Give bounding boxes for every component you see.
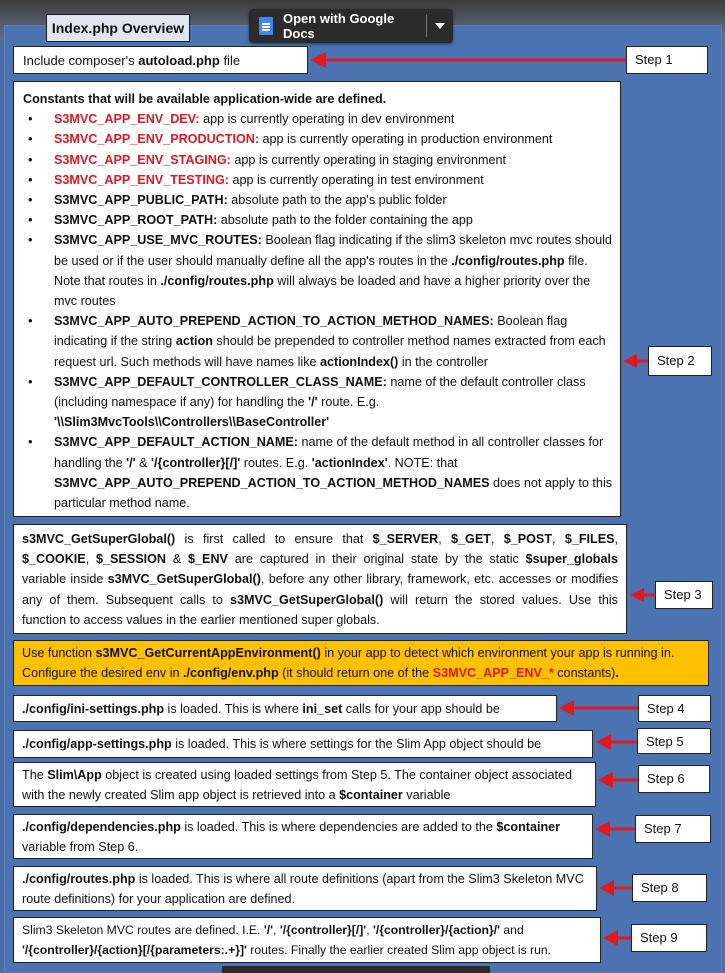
keyword: $_POST [503,532,553,546]
step-label-9: Step 9 [631,924,707,952]
red-arrow-icon [599,880,632,896]
constant-name: S3MVC_APP_ENV_PRODUCTION: [54,132,260,147]
keyword: '/{controller}/{action}[/{parameters:.+}]' [22,943,247,958]
file-path: ./config/routes.php [160,273,274,288]
constant-desc: name of the default controller class (including namespace if any) for handling the [54,374,586,410]
constant-desc: file. Note that routes in [54,253,588,288]
step3-text: & [166,552,189,567]
step9-text: Slim3 Skeleton MVC routes are defined. I.E. [22,923,264,937]
keyword: $_SERVER [372,532,439,546]
keyword: ./config/env.php [183,666,279,681]
keyword: '/' [263,923,274,937]
keyword: actionIndex() [320,354,399,369]
step3-text: will return the stored values. Use this function to access values in the earlier mentioned super globals. [22,592,618,627]
step7-text: variable from Step 6. [22,840,139,855]
step7-text: is loaded. This is where dependencies are added to the [180,820,497,834]
step1-text: Include composer's [23,53,139,68]
constant-name: S3MVC_APP_ENV_STAGING: [54,152,231,167]
keyword: s3MVC_GetSuperGlobal() [107,572,261,587]
constant-desc: does not apply to this particular method name. [54,475,613,511]
keyword: $container [339,788,403,803]
step9-text: , [366,923,373,937]
open-with-label: Open with Google Docs [283,11,395,41]
keyword: $_ENV [188,552,228,567]
viewer-bottom-bar [222,966,490,973]
step3-text: , [614,532,619,546]
keyword: s3MVC_GetCurrentAppEnvironment() [95,646,321,660]
step9-text: and [500,923,524,937]
constant-name: S3MVC_APP_ENV_TESTING: [54,172,229,187]
step1-text-end: file [219,53,241,68]
keyword: $super_globals [525,552,618,567]
file-path: ./config/routes.php [22,872,136,886]
keyword: s3MVC_GetSuperGlobal() [22,532,176,546]
step3-text: is first called to ensure that [175,532,373,546]
step3-text: , [438,532,452,546]
constant-desc: Boolean flag indicating if the string [54,314,568,349]
step-label-6: Step 6 [638,765,710,793]
step9-text: routes. Finally the earlier created Slim app object is run. [246,943,552,958]
step-label-3: Step 3 [655,581,713,609]
constant-desc: Boolean flag indicating if the slim3 skeleton mvc routes should be used or if the user should manually define all the app's routes in the [54,233,612,268]
keyword: $_SESSION [96,552,167,567]
step-label-4: Step 4 [638,695,711,722]
keyword: '/{controller}[/]' [279,923,367,937]
constant-desc: & [135,455,152,470]
keyword: $_FILES [564,532,615,546]
step-label-7: Step 7 [635,815,711,843]
red-arrow-icon [559,700,638,716]
env-end: . [615,666,619,681]
env-text: (it should return one of the [278,666,433,681]
constant-desc: app is currently operating in production environment [259,132,553,147]
step3-text: , before any other library, framework, etc. accesses or modifies any of them. Subsequent calls to [22,572,618,607]
env-text: in your app to detect which environment your app is running in. Configure the desired env in [22,646,675,681]
constant-name: S3MVC_APP_ENV_DEV: [54,112,200,127]
env-constant: S3MVC_APP_ENV_* [432,666,554,681]
constant-name: S3MVC_APP_PUBLIC_PATH: [54,193,228,208]
env-text: constants) [553,666,616,681]
constant-desc: should be prepended to controller method names extracted from each request url. Such methods will have names like [54,334,606,369]
constant-desc: in the controller [398,354,488,369]
red-arrow-icon [596,734,637,750]
step4-text: calls for your app should be [342,702,500,716]
step5-text: is loaded. This is where settings for the Slim App object should be [171,737,542,751]
step-label-2: Step 2 [648,346,712,376]
file-path: ./config/app-settings.php [22,737,172,751]
red-arrow-icon [603,930,631,946]
step9-text: , [273,923,280,937]
red-arrow-icon [310,52,626,68]
page-title: Index.php Overview [46,14,190,42]
keyword: S3MVC_APP_AUTO_PREPEND_ACTION_TO_ACTION_METHOD_NAMES [54,475,490,490]
keyword: action [175,334,213,349]
constant-name: S3MVC_APP_DEFAULT_CONTROLLER_CLASS_NAME: [54,374,387,389]
keyword: $_COOKIE [22,552,86,567]
keyword: $container [496,820,561,834]
step6-text: variable [402,788,451,803]
keyword: '\\Slim3MvcTools\\Controllers\\BaseController' [54,415,330,430]
constant-desc: will always be loaded and have a higher priority over the mvc routes [54,273,591,309]
constant-name: S3MVC_APP_DEFAULT_ACTION_NAME: [54,435,298,450]
step3-text: variable inside [22,572,108,587]
red-arrow-icon [630,588,655,602]
constant-desc: app is currently operating in test environment [228,172,484,187]
red-arrow-icon [623,354,648,368]
keyword: '/' [308,395,318,410]
keyword: 'actionIndex' [311,455,388,470]
constant-desc: absolute path to the folder containing the app [217,213,473,228]
constant-name: S3MVC_APP_USE_MVC_ROUTES: [54,233,262,248]
step-label-8: Step 8 [632,874,707,902]
keyword: s3MVC_GetSuperGlobal() [230,592,384,607]
keyword: '/' [126,455,136,470]
step6-text: object is created using loaded settings from Step 5. The container object associated with the newly created Slim app object is retrieved into a [22,768,572,803]
step4-text: is loaded. This is where [164,702,303,716]
step-label-1: Step 1 [626,46,708,74]
constant-desc: app is currently operating in dev environment [199,112,455,127]
env-text: Use function [22,646,96,660]
constants-heading: Constants that will be available application-wide are defined. [23,92,387,106]
red-arrow-icon [598,772,638,788]
constant-name: S3MVC_APP_ROOT_PATH: [54,213,218,228]
step3-text: are captured in their original state by the static [227,552,526,567]
step1-file: autoload.php [138,53,220,68]
keyword: ini_set [302,702,343,716]
constant-desc: route. E.g. [317,395,380,410]
step6-text: The [22,768,48,782]
keyword: Slim\App [47,768,102,782]
file-path: ./config/dependencies.php [22,820,181,834]
file-path: ./config/routes.php [451,253,565,268]
keyword: '/{controller}/{action}/' [372,923,501,937]
constant-desc: absolute path to the app's public folder [227,193,447,208]
keyword: $_GET [451,532,491,546]
step3-text: , [85,552,97,567]
red-arrow-icon [595,821,635,837]
constant-desc: . NOTE: that [387,455,458,470]
step3-text: , [490,532,504,546]
step8-text: is loaded. This is where all route definitions (apart from the Slim3 Skeleton MVC route definitions) for your application are defined. [22,872,584,907]
constant-desc: name of the default method in all controller classes for handling the [54,435,604,470]
constant-name: S3MVC_APP_AUTO_PREPEND_ACTION_TO_ACTION_METHOD_NAMES: [54,314,494,329]
constant-desc: app is currently operating in staging environment [230,152,506,167]
step3-text: , [552,532,565,546]
step-label-5: Step 5 [637,728,711,754]
file-path: ./config/ini-settings.php [22,702,165,716]
constant-desc: routes. E.g. [240,455,312,470]
keyword: '/{controller}[/]' [151,455,241,470]
